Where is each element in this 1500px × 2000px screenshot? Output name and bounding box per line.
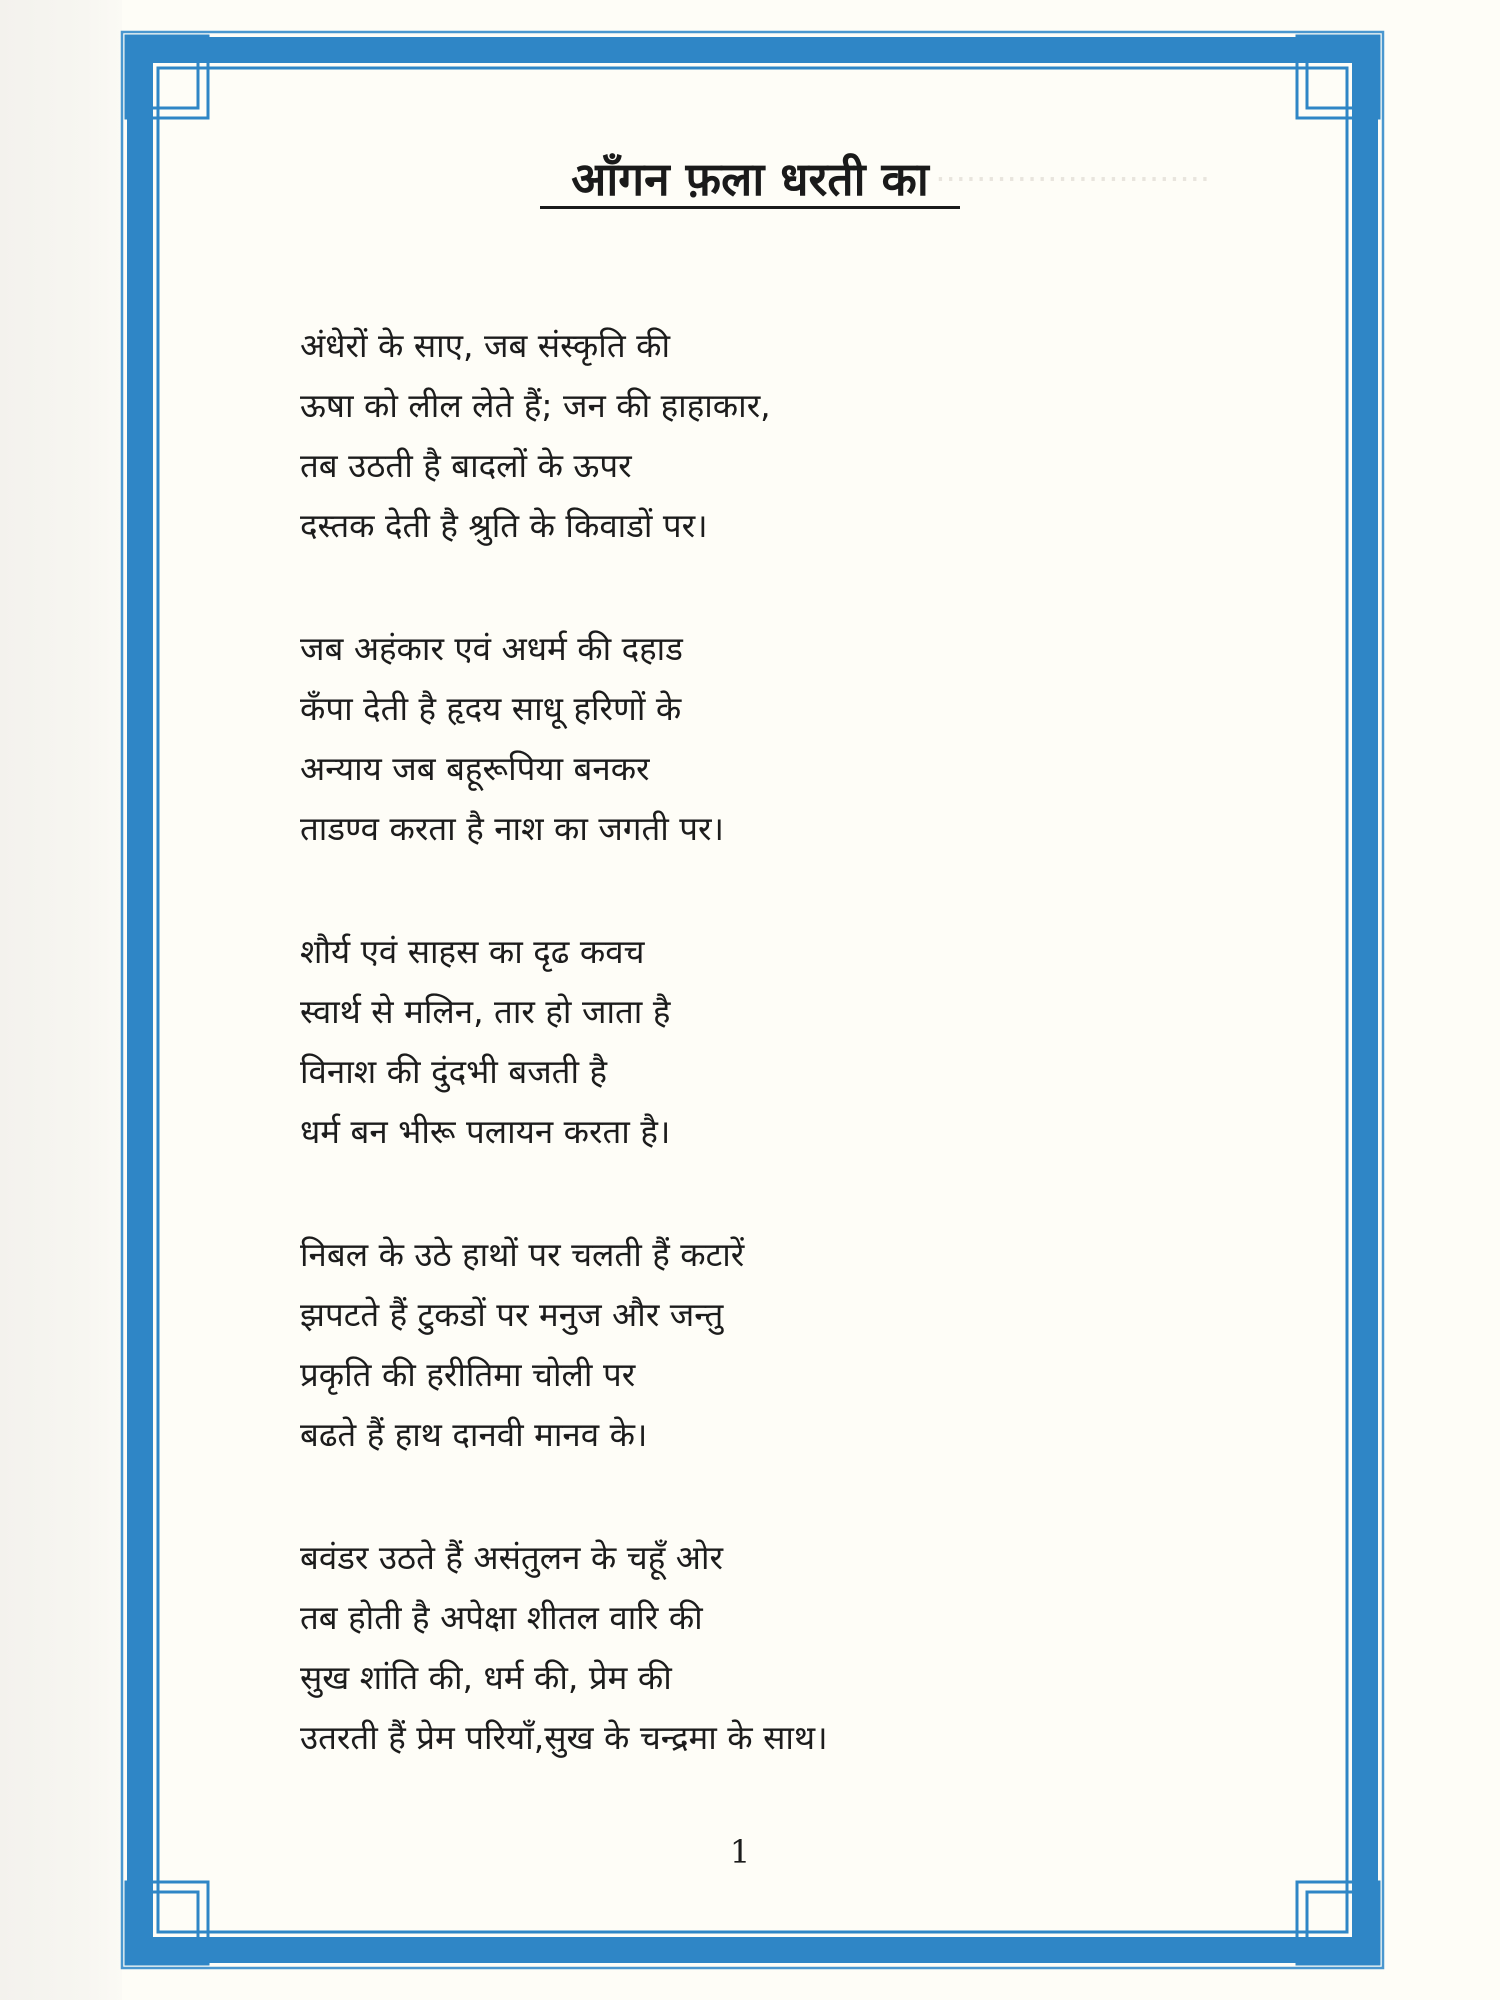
poem-line: उतरती हैं प्रेम परियाँ,सुख के चन्द्रमा के साथ। xyxy=(300,1718,828,1757)
poem-line: झपटते हैं टुकडों पर मनुज और जन्तु xyxy=(300,1295,724,1334)
poem-line: तब उठती है बादलों के ऊपर xyxy=(300,446,632,485)
poem-line: शौर्य एवं साहस का दृढ कवच xyxy=(300,932,645,971)
poem-line: ऊषा को लील लेते हैं; जन की हाहाकार, xyxy=(300,386,771,425)
page-number: 1 xyxy=(729,1833,751,1871)
poem-title: आँगन फ़ला धरती का xyxy=(571,152,929,206)
stanza-4 xyxy=(300,1225,1260,1465)
show-through-text: ........................... xyxy=(935,151,1210,189)
poem-body xyxy=(300,316,1260,1831)
poem-line: कँपा देती है हृदय साधू हरिणों के xyxy=(300,689,682,728)
poem-line: दस्तक देती है श्रुति के किवाडों पर। xyxy=(300,506,708,545)
poem-line: तब होती है अपेक्षा शीतल वारि की xyxy=(300,1598,703,1637)
poem-line: अन्याय जब बहूरूपिया बनकर xyxy=(300,749,650,788)
poem-line: बढते हैं हाथ दानवी मानव के। xyxy=(300,1415,648,1454)
poem-line: प्रकृति की हरीतिमा चोली पर xyxy=(300,1355,636,1394)
title-underline xyxy=(540,206,960,209)
poem-line: बवंडर उठते हैं असंतुलन के चहूँ ओर xyxy=(300,1538,723,1577)
poem-line: निबल के उठे हाथों पर चलती हैं कटारें xyxy=(300,1235,745,1274)
poem-line: अंधेरों के साए, जब संस्कृति की xyxy=(300,326,671,365)
stanza-1 xyxy=(300,316,1260,556)
poem-line: जब अहंकार एवं अधर्म की दहाड xyxy=(300,629,683,668)
stanza-5 xyxy=(300,1528,1260,1768)
poem-line: धर्म बन भीरू पलायन करता है। xyxy=(300,1112,671,1151)
stanza-2 xyxy=(300,619,1260,859)
poem-line: विनाश की दुंदभी बजती है xyxy=(300,1052,608,1091)
poem-line: स्वार्थ से मलिन, तार हो जाता है xyxy=(300,992,671,1031)
poem-line: ताडण्व करता है नाश का जगती पर। xyxy=(300,809,725,848)
poem-line: सुख शांति की, धर्म की, प्रेम की xyxy=(300,1658,672,1697)
stanza-3 xyxy=(300,922,1260,1162)
